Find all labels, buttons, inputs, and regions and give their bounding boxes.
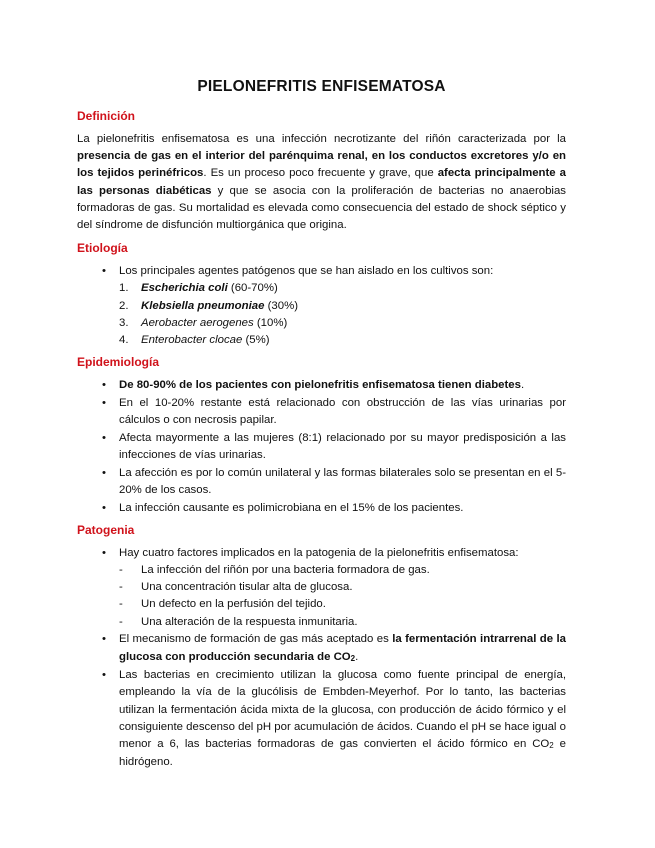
pathogen-percent: (60-70%) [227,282,278,295]
epidemiology-list [77,377,566,517]
text: La pielonefritis enfisematosa es una infección necrotizante del riñón caracterizada por la [77,133,566,145]
document-page [77,78,566,777]
bold-text: presencia de gas en el interior del parénquima renal, en los conductos excretores y/o en los tejidos perinéfricos [77,150,566,180]
pathogen-name: Enterobacter clocae [141,334,243,347]
text: Las bacterias en crecimiento utilizan la glucosa como fuente principal de energía, empleando la vía de la glucólisis de Embden-Meyerhof. Por lo tanto, las bacterias utilizan la fermentación ácida mixta de la glucosa, con producción de ácido fórmico y el consiguiente descenso del pH por acumulación de ácidos. Cuando el pH se hace igual o menor a 6, las bacterias formadoras de gas convierten el ácido fórmico en CO [119,669,566,751]
pathogen-name: Escherichia coli [141,282,228,295]
heading-definicion: Definición [77,109,136,123]
bold-text: la fermentación intrarrenal de la glucosa con producción secundaria de CO [119,633,567,663]
pathogen-name: Klebsiella pneumoniae [141,299,265,312]
heading-epidemiologia: Epidemiología [77,355,160,370]
bold-text: afecta principalmente a las personas diabéticas [77,167,566,197]
item-number: 2. [119,299,129,312]
pathogen-item [77,332,566,349]
text: Un defecto en la perfusión del tejido. [141,598,326,611]
item-number: 1. [119,282,129,295]
text: Una concentración tisular alta de glucosa. [141,581,353,594]
list-item: • En el 10-20% restante está relacionado con obstrucción de las vías urinarias por cálculos o con necrosis papilar. [77,395,566,429]
factor-item: - Una concentración tisular alta de glucosa. [119,581,353,594]
item-number: 4. [119,334,129,347]
pathogen-list [77,280,566,349]
text: El mecanismo de formación de gas más aceptado es [119,633,393,646]
factor-item: - Una alteración de la respuesta inmunitaria. [119,615,358,628]
bold-text: De 80-90% de los pacientes con pielonefritis enfisematosa tienen diabetes [119,379,521,392]
pathogenesis-list [77,545,566,772]
heading-etiologia: Etiología [77,241,128,256]
document-title: PIELONEFRITIS ENFISEMATOSA [197,78,446,95]
text: y que se asocia con la proliferación de bacterias no anaerobias formadoras de gas. Su mortalidad es elevada como consecuencia del estado de shock séptico y del síndrome de disfunción multiorgánica que origina. [77,184,566,232]
list-item [77,545,566,631]
item-number: 3. [119,316,129,329]
text: La infección del riñón por una bacteria formadora de gas. [141,564,430,577]
text: e hidrógeno. [119,738,567,769]
list-item: • Afecta mayormente a las mujeres (8:1) relacionado por su mayor predisposición a las infecciones de vías urinarias. [77,430,566,464]
subscript: 2 [549,741,554,751]
list-item [77,667,566,771]
heading-patogenia: Patogenia [77,522,135,537]
pathogen-percent: (30%) [264,299,298,312]
list-item: • La afección es por lo común unilateral y las formas bilaterales solo se presentan en el 5-20% de los casos. [77,465,566,499]
subscript: 2 [350,653,356,663]
pathogen-percent: (5%) [242,334,270,347]
pathogen-item [77,298,566,315]
factor-list [77,562,566,631]
list-item: • Los principales agentes patógenos que se han aislado en los cultivos son: [77,263,566,280]
pathogen-item [77,280,566,297]
definition-paragraph [77,131,566,234]
text: . Es un proceso poco frecuente y grave, que [203,167,438,180]
text: Hay cuatro factores implicados en la patogenia de la pielonefritis enfisematosa: [119,546,519,559]
factor-item: - Un defecto en la perfusión del tejido. [119,598,326,611]
etiology-list [77,263,566,280]
pathogen-item [77,315,566,332]
list-item: • El mecanismo de formación de gas más aceptado es la fermentación intrarrenal de la glucosa con producción secundaria de $CO_2$. [77,631,566,666]
list-item: • De 80-90% de los pacientes con pielonefritis enfisematosa tienen diabetes. [77,377,566,394]
pathogen-percent: (10%) [253,316,288,329]
text: Una alteración de la respuesta inmunitaria. [141,615,358,628]
list-item: • La infección causante es polimicrobiana en el 15% de los pacientes. [77,500,566,517]
pathogen-name: Aerobacter aerogenes [141,316,254,329]
factor-item: - La infección del riñón por una bacteria formadora de gas. [119,564,430,577]
